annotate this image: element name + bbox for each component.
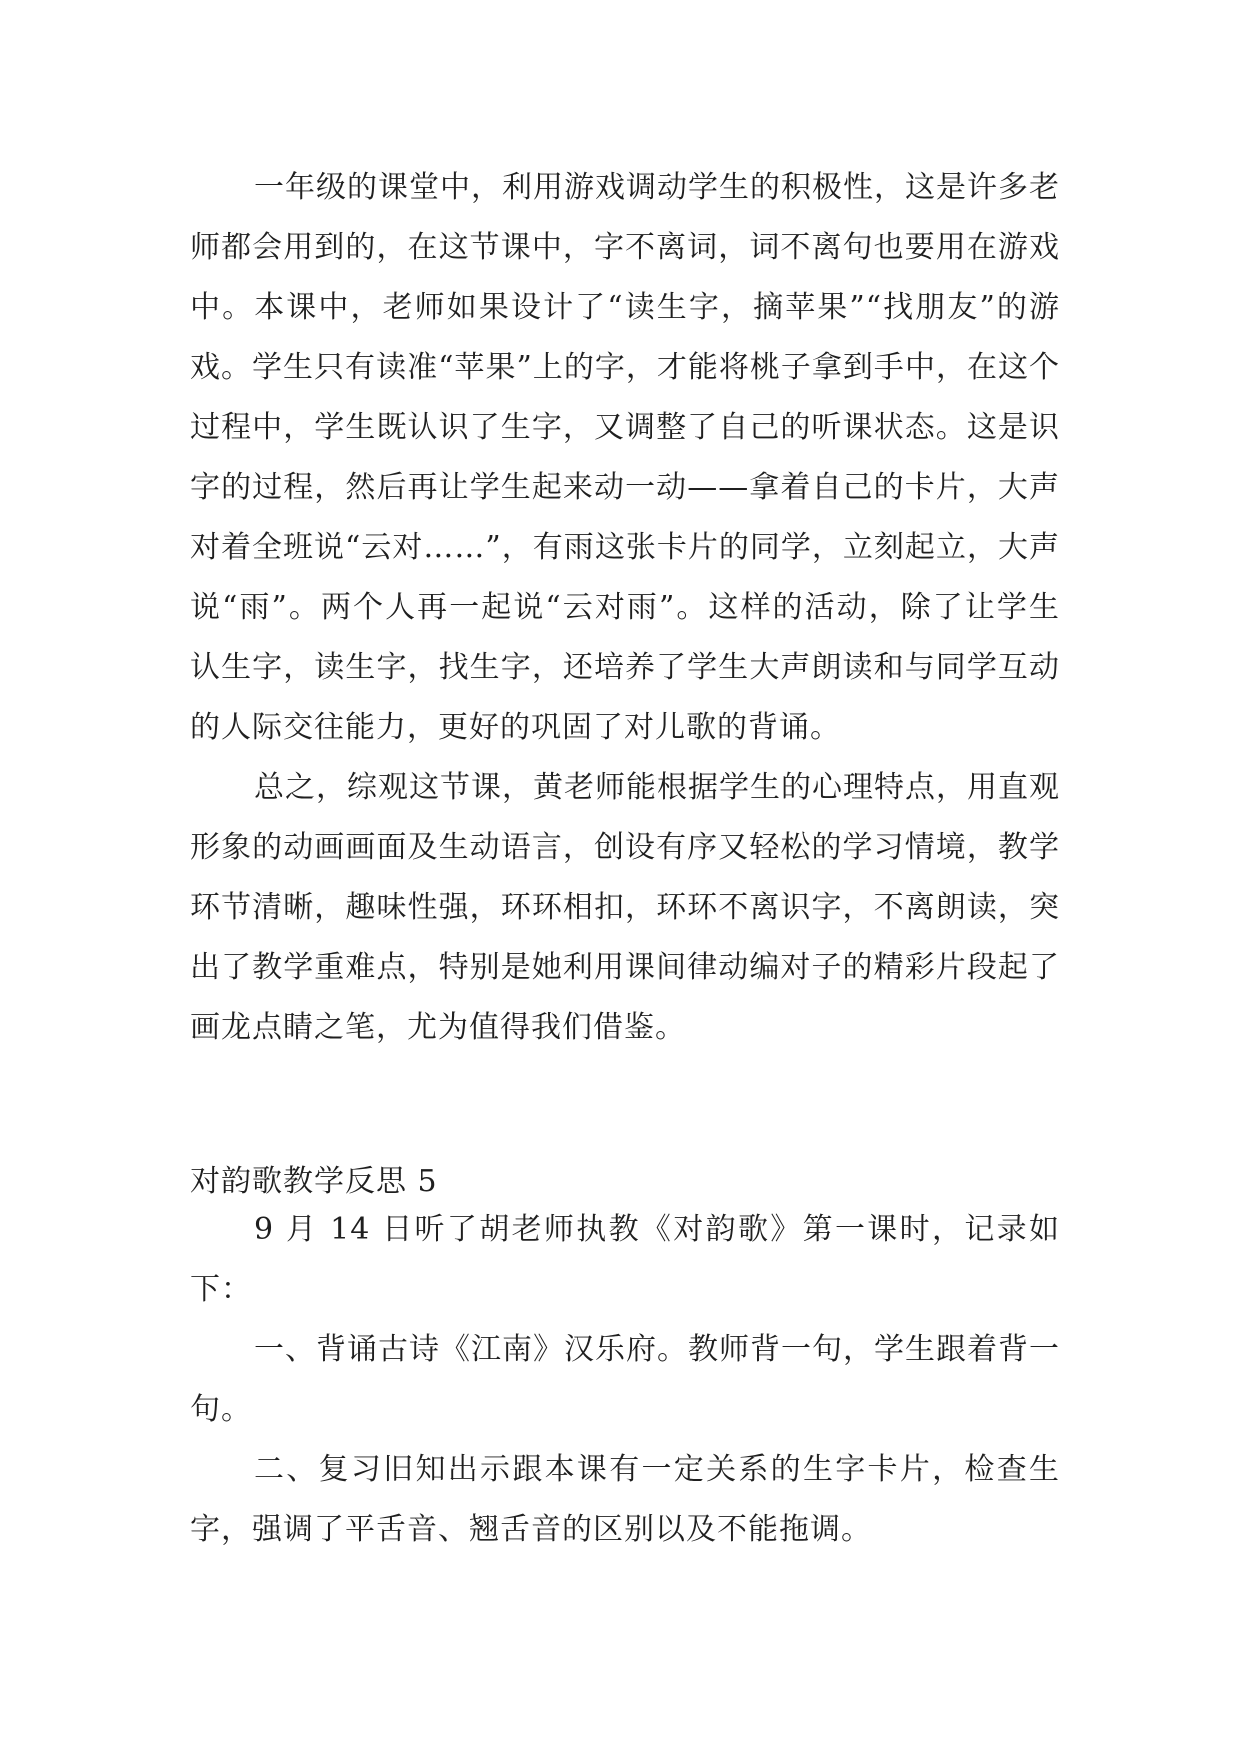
paragraph-game-activity: 一年级的课堂中，利用游戏调动学生的积极性，这是许多老师都会用到的，在这节课中，字不离词，词不离句也要用在游戏中。本课中，老师如果设计了“读生字，摘苹果”“找朋友”的游戏。学生只有读准“苹果”上的字，才能将桃子拿到手中，在这个过程中，学生既认识了生字，又调整了自己的听课状态。这是识字的过程，然后再让学生起来动一动——拿着自己的卡片，大声对着全班说“云对……”，有雨这张卡片的同学，立刻起立，大声说“雨”。两个人再一起说“云对雨”。这样的活动，除了让学生认生字，读生字，找生字，还培养了学生大声朗读和与同学互动的人际交往能力，更好的巩固了对儿歌的背诵。 <box>190 170 1060 745</box>
paragraph-record-intro: 9 月 14 日听了胡老师执教《对韵歌》第一课时，记录如下： <box>190 1212 1060 1307</box>
body-text-section-two <box>190 1200 1060 1560</box>
paragraph-step-one: 一、背诵古诗《江南》汉乐府。教师背一句，学生跟着背一句。 <box>190 1332 1060 1427</box>
section-title: 对韵歌教学反思 5 <box>190 1164 438 1199</box>
paragraph-summary: 总之，综观这节课，黄老师能根据学生的心理特点，用直观形象的动画画面及生动语言，创设有序又轻松的学习情境，教学环节清晰，趣味性强，环环相扣，环环不离识字，不离朗读，突出了教学重难点，特别是她利用课间律动编对子的精彩片段起了画龙点睛之笔，尤为值得我们借鉴。 <box>190 770 1060 1045</box>
paragraph-step-two: 二、复习旧知出示跟本课有一定关系的生字卡片，检查生字，强调了平舌音、翘舌音的区别以及不能拖调。 <box>190 1452 1060 1547</box>
body-text-section-one <box>190 158 1060 1058</box>
